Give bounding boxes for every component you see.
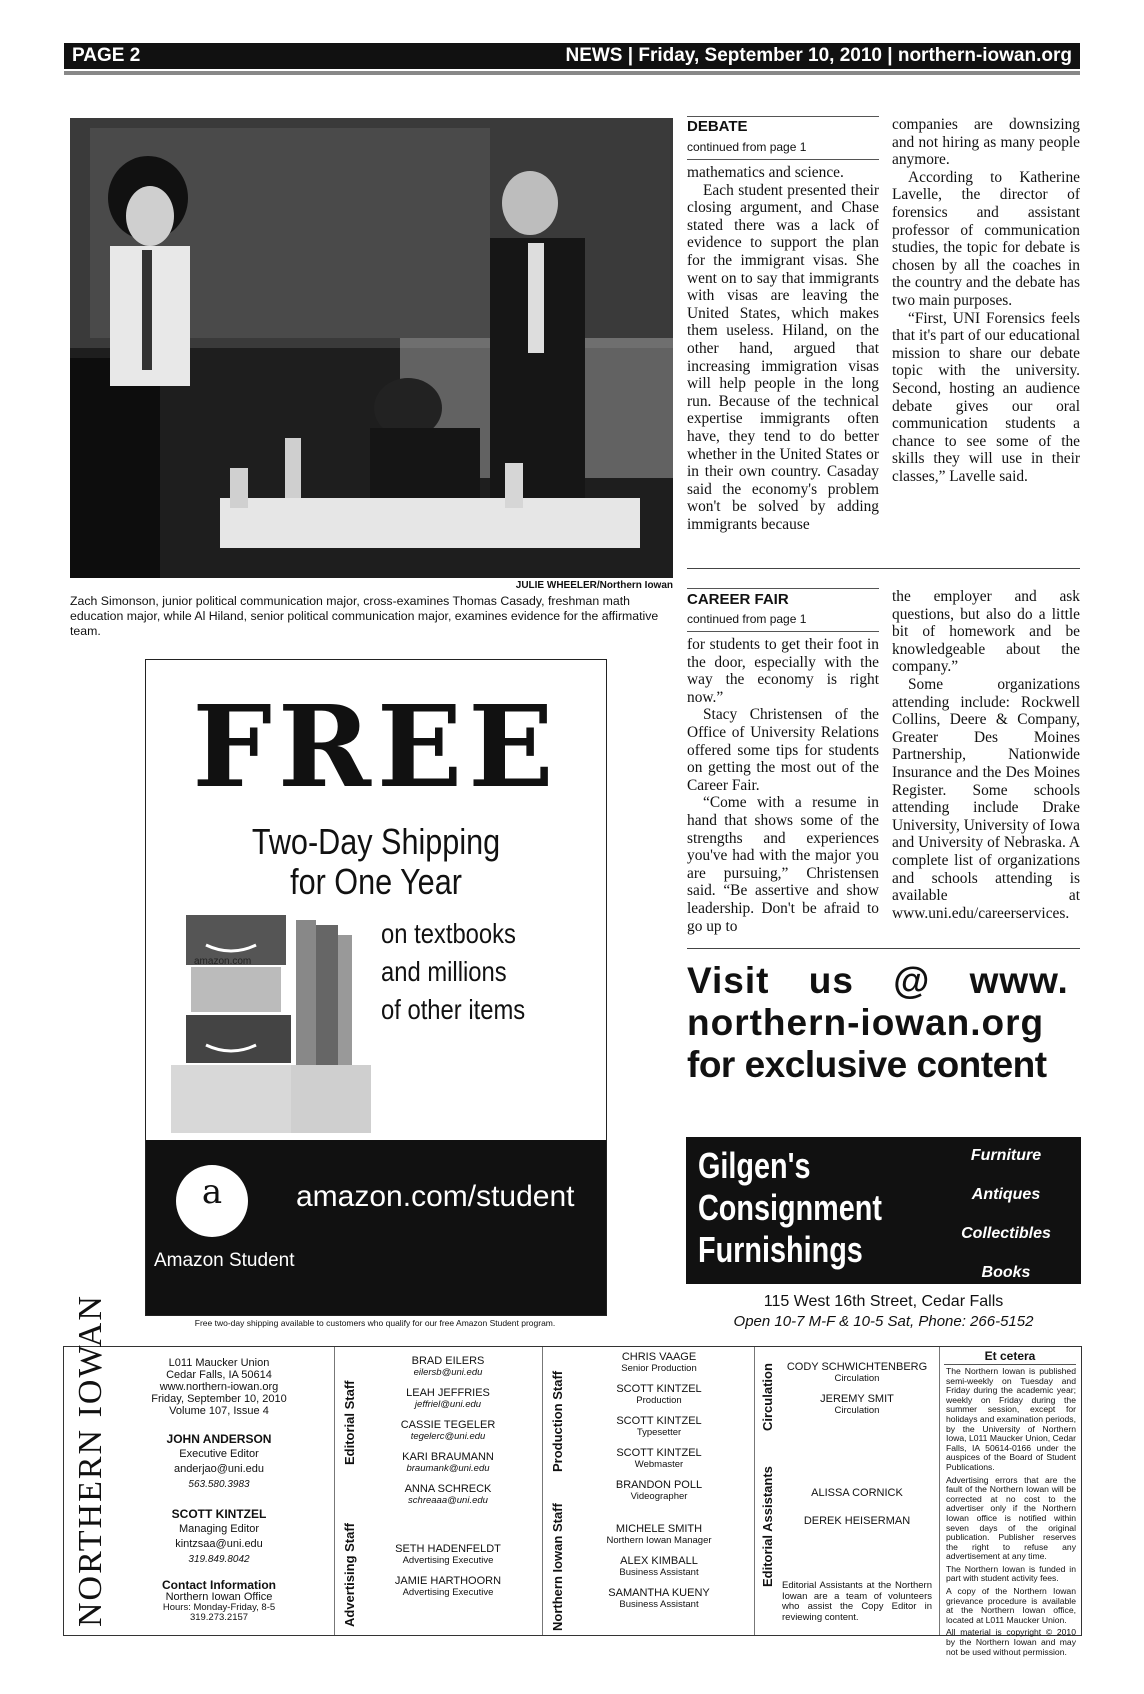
address-line: Cedar Falls, IA 50614 xyxy=(166,1369,272,1381)
ad-line-4: and millions xyxy=(381,956,507,987)
career-paragraph: Some organizations attending include: Rockwell Collins, Deere & Company, Greater Des Moines Partnership, Nationwide Insurance and the Des Moines Register. Some schools attending include Drake University, University of Iowa and University of Nebraska. A complete list of organizations and schools attending is available at www.uni.edu/careerservices. xyxy=(892,675,1080,922)
staff-divider xyxy=(754,1347,755,1635)
debate-paragraph: Each student presented their closing argument, and Chase stated there was a lack of evidence to support the plan for the immigrant visas. She went on to say that immigrants with visas are leaving the United States, which makes them useless. Hiland, on the other hand, argued that increasing immigration visas will help people in the long run. Because of the technical expertise immigrants often have, they tend to do better whether in the United States or in their own country. Casaday said the economy's problem won't be solved by adding immigrants because xyxy=(687,181,879,533)
badge-letter: a xyxy=(201,1172,223,1212)
debate-photo-illustration xyxy=(70,118,673,578)
gilgen-name-2: Consignment xyxy=(698,1187,882,1228)
masthead-bar xyxy=(64,43,1080,69)
staff-role: Advertising Executive xyxy=(402,1555,494,1566)
staff-email: anderjao@uni.edu xyxy=(173,1463,265,1475)
staff-role: Business Assistant xyxy=(619,1567,699,1578)
staff-name: CODY SCHWICHTENBERG xyxy=(786,1361,928,1373)
staff-role: Circulation xyxy=(834,1405,880,1416)
debate-continued: continued from page 1 xyxy=(687,140,807,154)
amazon-ad[interactable] xyxy=(145,659,607,1316)
staff-name: ALISSA CORNICK xyxy=(811,1487,903,1499)
career-continued: continued from page 1 xyxy=(687,612,807,626)
staff-divider xyxy=(939,1347,940,1635)
staff-email: eilersb@uni.edu xyxy=(413,1367,483,1378)
staff-role: Executive Editor xyxy=(179,1448,259,1460)
gilgen-name-1: Gilgen's xyxy=(698,1145,811,1186)
contact-info xyxy=(114,1579,324,1623)
staff-email: schreaaa@uni.edu xyxy=(408,1495,488,1506)
staff-role: Managing Editor xyxy=(178,1523,260,1535)
gilgen-name-3: Furnishings xyxy=(698,1229,863,1270)
staff-name: JAMIE HARTHOORN xyxy=(394,1575,502,1587)
northern-iowan-staff-label: Northern Iowan Staff xyxy=(550,1503,565,1631)
debate-paragraph: According to Katherine Lavelle, the director of forensics and assistant professor of communication studies, the topic for debate is chosen by all the coaches in the country and the debate has two main purposes. xyxy=(892,168,1080,309)
gilgen-item: Collectibles xyxy=(961,1225,1051,1242)
staff-name: LEAH JEFFRIES xyxy=(406,1387,490,1399)
debate-column-1 xyxy=(687,164,879,533)
staff-role: Northern Iowan Manager xyxy=(606,1535,712,1546)
northern-iowan-staff-list xyxy=(574,1523,744,1611)
staff-phone: 563.580.3983 xyxy=(188,1479,250,1490)
address-line: Volume 107, Issue 4 xyxy=(169,1405,269,1417)
address-line: L011 Maucker Union xyxy=(168,1357,270,1369)
contact-title: Contact Information xyxy=(162,1578,276,1592)
visit-line-2: northern-iowan.org xyxy=(687,1002,1045,1043)
production-staff-list xyxy=(574,1351,744,1503)
contact-line: Northern Iowan Office xyxy=(165,1591,273,1603)
career-rule-bottom xyxy=(687,631,879,632)
staff-name: SCOTT KINTZEL xyxy=(616,1383,702,1395)
gilgen-item: Books xyxy=(981,1264,1031,1281)
editorial-staff-label: Editorial Staff xyxy=(342,1380,357,1465)
ad-line-5: of other items xyxy=(381,994,526,1025)
visit-line-1: Visit us @ www. xyxy=(687,960,1069,1001)
etc-paragraph: The Northern Iowan is funded in part with student activity fees. xyxy=(946,1563,1076,1584)
staff-name: BRAD EILERS xyxy=(411,1355,485,1367)
staff-role: Webmaster xyxy=(634,1459,684,1470)
debate-kicker: DEBATE xyxy=(687,118,748,135)
gilgen-address: 115 West 16th Street, Cedar Falls xyxy=(763,1293,1004,1310)
editorial-staff-list xyxy=(364,1355,532,1507)
debate-column-2 xyxy=(892,116,1080,485)
staff-name: SCOTT KINTZEL xyxy=(616,1415,702,1427)
ad-brand: Amazon Student xyxy=(154,1250,295,1271)
staff-divider xyxy=(334,1347,335,1635)
editorial-assistants-label: Editorial Assistants xyxy=(760,1466,775,1587)
visit-rule xyxy=(687,948,1080,949)
career-kicker: CAREER FAIR xyxy=(687,591,789,608)
staff-name: CASSIE TEGELER xyxy=(400,1419,496,1431)
career-paragraph: Stacy Christensen of the Office of University Relations offered some tips for students on getting the most out of the Career Fair. xyxy=(687,706,879,794)
ad-line-2: for One Year xyxy=(290,861,462,902)
contact-line: 319.273.2157 xyxy=(189,1612,249,1623)
gilgen-contact xyxy=(686,1292,1081,1332)
office-address xyxy=(114,1357,324,1417)
etc-title: Et cetera xyxy=(984,1349,1036,1363)
etc-paragraph: Advertising errors that are the fault of the Northern Iowan will be corrected at no cost to the advertiser only if the Northern Iowan office is notified within seven days of the original publication. Publisher reserves the right to refuse any advertisement at any time. xyxy=(946,1474,1076,1562)
executive-editor xyxy=(114,1432,324,1492)
etc-paragraph: All material is copyright © 2010 by the Northern Iowan and may not be used without permission. xyxy=(946,1627,1076,1657)
staff-name: ANNA SCHRECK xyxy=(404,1483,492,1495)
masthead-rule xyxy=(64,71,1080,75)
staff-name: SCOTT KINTZEL xyxy=(616,1447,702,1459)
career-rule-top xyxy=(687,588,879,589)
gilgen-item: Antiques xyxy=(971,1186,1041,1203)
ad-headline: FREE xyxy=(192,682,560,813)
box-label: amazon.com xyxy=(194,956,252,967)
staff-name: KARI BRAUMANN xyxy=(402,1451,494,1463)
page-number: PAGE 2 xyxy=(72,45,141,66)
debate-paragraph: “First, UNI Forensics feels that it's part of our educational mission to share our debate topic with the university. Second, hosting an audience debate gives our oral communication students a chance to see some of the skills they will use in their classes,” Lavelle said. xyxy=(892,309,1080,485)
etc-body xyxy=(946,1367,1076,1657)
staff-name: BRANDON POLL xyxy=(615,1479,703,1491)
editorial-assistants-list xyxy=(782,1487,932,1527)
staff-name: DEREK HEISERMAN xyxy=(803,1515,911,1527)
ad-fine-print: Free two-day shipping available to customers who qualify for our free Amazon Student program. xyxy=(194,1318,556,1328)
staff-name: MICHELE SMITH xyxy=(615,1523,703,1535)
gilgen-item: Furniture xyxy=(970,1147,1042,1164)
advertising-staff-label: Advertising Staff xyxy=(342,1522,357,1627)
etc-paragraph: A copy of the Northern Iowan grievance procedure is available at the Northern Iowan office, located at L011 Maucker Union. xyxy=(946,1586,1076,1625)
staff-role: Advertising Executive xyxy=(402,1587,494,1598)
address-line: www.northern-iowan.org xyxy=(159,1381,279,1393)
staff-name: JEREMY SMIT xyxy=(820,1393,894,1405)
staff-email: tegelerc@uni.edu xyxy=(410,1431,486,1442)
visit-promo[interactable] xyxy=(687,960,1087,1086)
career-paragraph: “Come with a resume in hand that shows some of the strengths and experiences you've had with the major you are pursuing,” Christensen said. “Be assertive and show leadership. Don't be afraid to go up to xyxy=(687,794,879,935)
staff-role: Senior Production xyxy=(621,1363,697,1374)
section-dateline: NEWS | Friday, September 10, 2010 | northern-iowan.org xyxy=(565,45,1072,66)
production-staff-label: Production Staff xyxy=(550,1370,565,1472)
photo-credit: JULIE WHEELER/Northern Iowan xyxy=(515,580,673,591)
circulation-label: Circulation xyxy=(760,1363,775,1431)
debate-paragraph: mathematics and science. xyxy=(687,164,844,181)
managing-editor xyxy=(114,1507,324,1567)
staff-divider xyxy=(542,1347,543,1635)
visit-line-3: for exclusive content xyxy=(687,1044,1047,1085)
staff-name: SCOTT KINTZEL xyxy=(171,1507,267,1521)
debate-rule-bottom xyxy=(687,159,879,160)
ad-line-3: on textbooks xyxy=(381,918,516,949)
etc-paragraph: The Northern Iowan is published semi-weekly on Tuesday and Friday during the academic year; weekly on Friday during the summer session, except for holidays and examination periods, by the University of Northern Iowa, L011 Maucker Union, Cedar Falls, IA 50614-0166 under the auspices of the Board of Student Publications. xyxy=(946,1366,1076,1472)
debate-paragraph: companies are downsizing and not hiring as many people anymore. xyxy=(892,116,1080,169)
staff-name: SETH HADENFELDT xyxy=(395,1543,501,1555)
staff-email: kintzsaa@uni.edu xyxy=(175,1538,263,1550)
career-paragraph: for students to get their foot in the door, especially with the way the economy is right now.” xyxy=(687,636,879,706)
career-paragraph: the employer and ask questions, but also do a little bit of homework and be knowledgeable about the company.” xyxy=(892,588,1080,676)
career-column-2 xyxy=(892,588,1080,922)
staff-email: braumank@uni.edu xyxy=(406,1463,490,1474)
staff-role: Production xyxy=(636,1395,682,1406)
staff-name: CHRIS VAAGE xyxy=(621,1351,697,1363)
photo-caption: Zach Simonson, junior political communication major, cross-examines Thomas Casady, freshman math education major, while Al Hiland, senior political communication major, examines evidence for the affirmative team. xyxy=(70,594,659,638)
contact-line: Hours: Monday-Friday, 8-5 xyxy=(162,1602,276,1613)
staff-phone: 319.849.8042 xyxy=(188,1554,250,1565)
ad-line-1: Two-Day Shipping xyxy=(251,821,501,862)
staff-role: Business Assistant xyxy=(619,1599,699,1610)
address-line: Friday, September 10, 2010 xyxy=(151,1393,287,1405)
staff-email: jeffriel@uni.edu xyxy=(414,1399,482,1410)
ad-url[interactable]: amazon.com/student xyxy=(296,1180,575,1213)
staff-role: Typesetter xyxy=(636,1427,682,1438)
staff-name: JOHN ANDERSON xyxy=(166,1432,272,1446)
editorial-assistants-note: Editorial Assistants at the Northern Iowan are a team of volunteers who assist the Copy Editor in reviewing content. xyxy=(782,1580,932,1623)
section-divider xyxy=(687,568,1080,569)
staff-name: ALEX KIMBALL xyxy=(620,1555,698,1567)
staff-name: SAMANTHA KUENY xyxy=(608,1587,710,1599)
debate-photo xyxy=(70,118,673,578)
paper-nameplate: NORTHERN IOWAN xyxy=(72,1294,109,1627)
staff-role: Videographer xyxy=(630,1491,688,1502)
gilgen-ad xyxy=(686,1137,1081,1284)
shipping-boxes-icon xyxy=(166,905,376,1135)
advertising-staff-list xyxy=(364,1543,532,1599)
gilgen-hours: Open 10-7 M-F & 10-5 Sat, Phone: 266-5152 xyxy=(733,1313,1034,1330)
debate-rule-top xyxy=(687,116,879,117)
staff-role: Circulation xyxy=(834,1373,880,1384)
etc-rule xyxy=(944,1364,1076,1365)
career-column-1 xyxy=(687,636,879,935)
circulation-list xyxy=(782,1361,932,1417)
